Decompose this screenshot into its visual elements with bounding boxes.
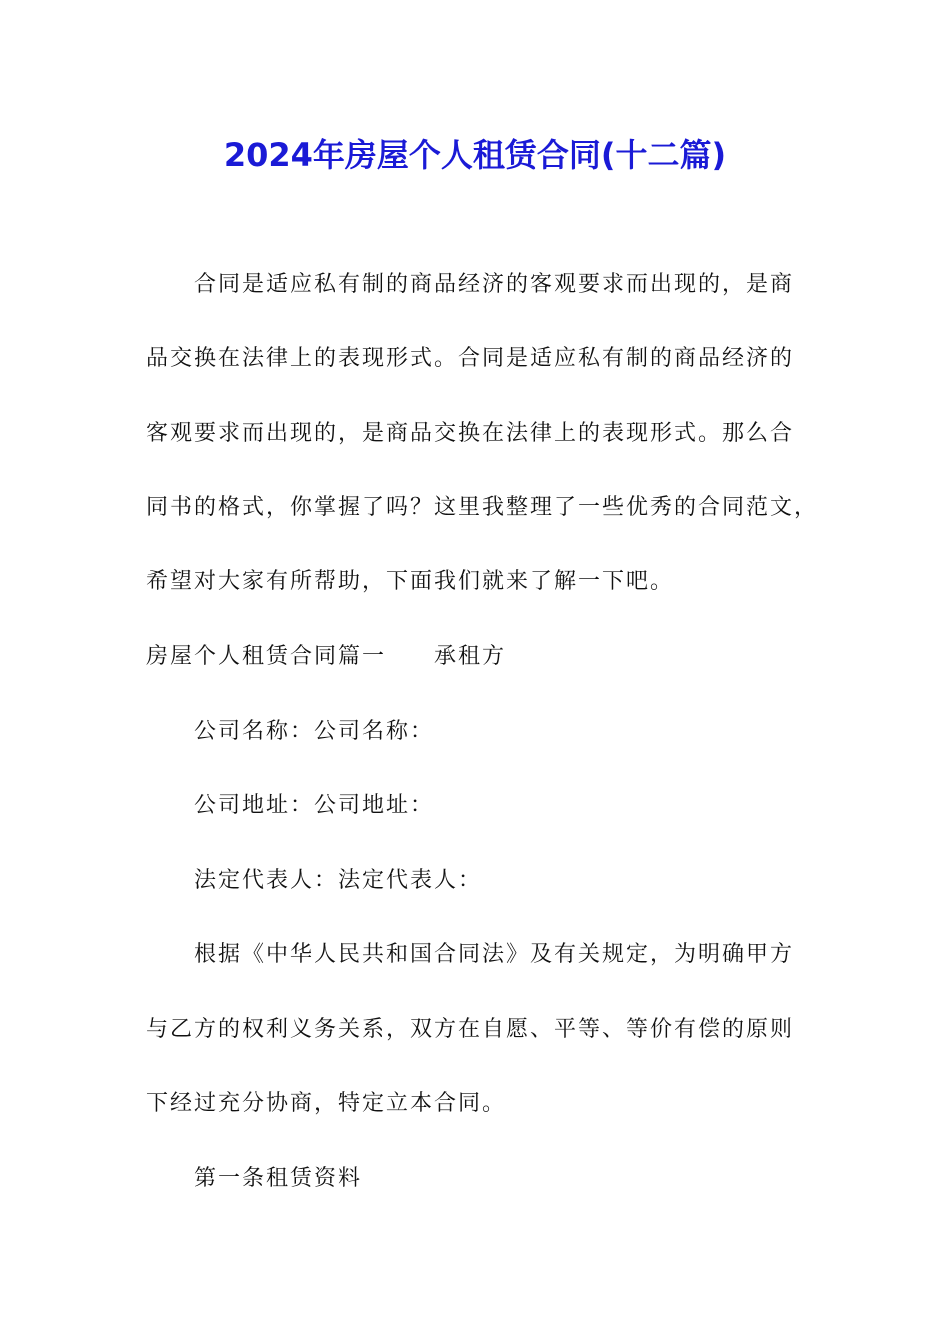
company-address-line: 公司地址：公司地址：	[194, 793, 435, 818]
intro-line: 希望对大家有所帮助，下面我们就来了解一下吧。	[146, 569, 675, 594]
company-name-line: 公司名称：公司名称：	[194, 719, 435, 744]
basis-line: 下经过充分协商，特定立本合同。	[146, 1091, 507, 1116]
article-one-heading: 第一条租赁资料	[194, 1166, 363, 1191]
legal-representative-line: 法定代表人：法定代表人：	[194, 868, 483, 893]
section-heading: 房屋个人租赁合同篇一 承租方	[146, 644, 507, 669]
document-title: 2024年房屋个人租赁合同(十二篇)	[223, 136, 727, 174]
intro-line: 同书的格式，你掌握了吗？这里我整理了一些优秀的合同范文，	[146, 495, 819, 520]
intro-line: 品交换在法律上的表现形式。合同是适应私有制的商品经济的	[146, 346, 795, 371]
basis-line: 与乙方的权利义务关系，双方在自愿、平等、等价有偿的原则	[146, 1017, 795, 1042]
intro-line: 客观要求而出现的，是商品交换在法律上的表现形式。那么合	[146, 421, 795, 446]
intro-line: 合同是适应私有制的商品经济的客观要求而出现的，是商	[194, 272, 795, 297]
basis-line: 根据《中华人民共和国合同法》及有关规定，为明确甲方	[194, 942, 795, 967]
